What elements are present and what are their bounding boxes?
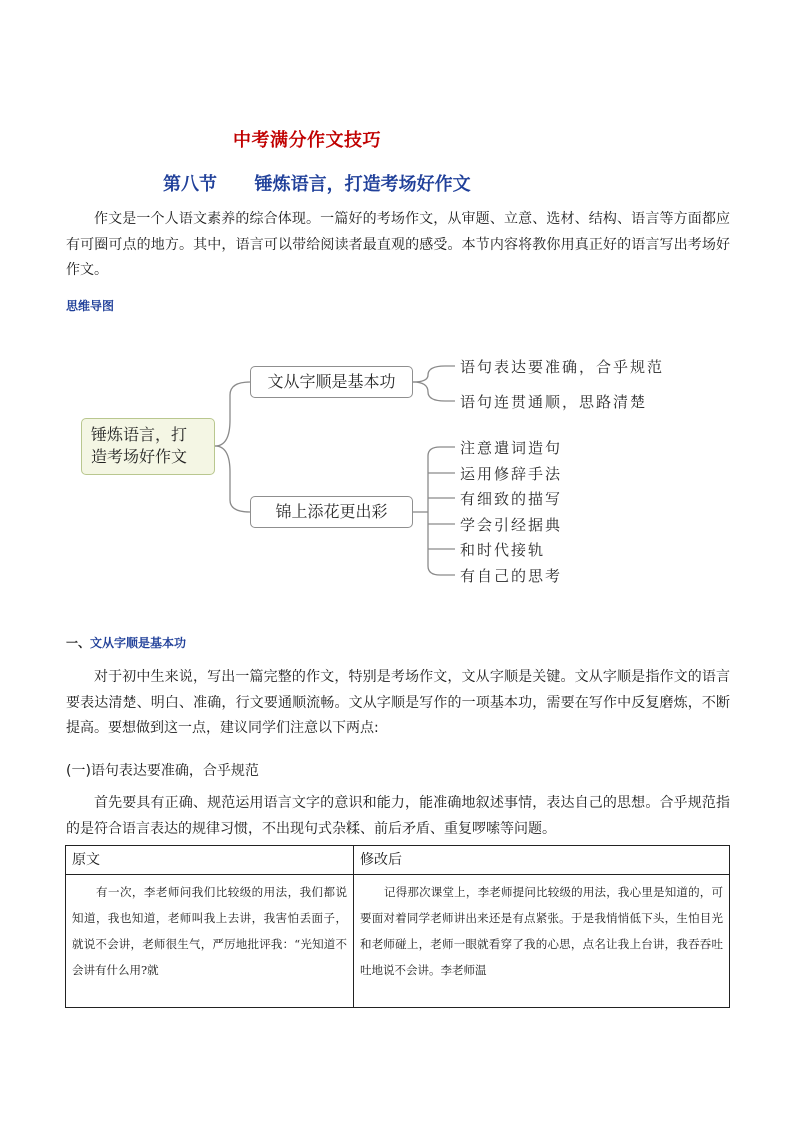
connector-root-top bbox=[215, 382, 250, 446]
mindmap-branch-basic: 文从字顺是基本功 bbox=[250, 366, 413, 398]
mindmap-root-node bbox=[81, 418, 215, 475]
mindmap-leaf: 和时代接轨 bbox=[460, 541, 546, 559]
root-line-2: 造考场好作文 bbox=[91, 447, 188, 466]
table-row bbox=[66, 875, 730, 1008]
mindmap-label: 思维导图 bbox=[66, 299, 115, 313]
section-number: 第八节 bbox=[163, 174, 217, 195]
mindmap-leaf: 语句表达要准确，合乎规范 bbox=[460, 358, 665, 376]
mindmap-leaf: 注意遣词造句 bbox=[460, 439, 563, 457]
table-header-row bbox=[66, 846, 730, 875]
connector-root-bottom bbox=[215, 446, 250, 512]
mindmap-leaf: 学会引经据典 bbox=[460, 516, 563, 534]
section-1-paragraph: 对于初中生来说，写出一篇完整的作文，特别是考场作文，文从字顺是关键。文从字顺是指作文的语言要表达清楚、明白、准确，行文要通顺流畅。文从字顺是写作的一项基本功，需要在写作中反复磨炼，不断提高。要想做到这一点，建议同学们注意以下两点: bbox=[66, 669, 730, 736]
revised-text-cell: 记得那次课堂上，李老师提问比较级的用法，我心里是知道的，可要面对着同学老师讲出来还是有点紧张。于是我悄悄低下头，生怕目光和老师碰上，老师一眼就看穿了我的心思，点名让我上台讲，我吞吞吐吐地说不会讲。李老师温 bbox=[354, 875, 730, 1008]
intro-paragraph: 作文是一个人语文素养的综合体现。一篇好的考场作文，从审题、立意、选材、结构、语言等方面都应有可圈可点的地方。其中，语言可以带给阅读者最直观的感受。本节内容将教你用真正好的语言写出考场好作文。 bbox=[66, 211, 730, 278]
section-1-heading bbox=[66, 634, 186, 651]
section-1-title: 文从字顺是基本功 bbox=[90, 636, 187, 650]
mindmap-leaf: 有自己的思考 bbox=[460, 567, 563, 585]
mindmap-leaf: 有细致的描写 bbox=[460, 490, 563, 508]
mindmap-branch-flourish: 锦上添花更出彩 bbox=[250, 496, 413, 528]
table-header-original: 原文 bbox=[66, 846, 354, 875]
mindmap-leaf: 语句连贯通顺，思路清楚 bbox=[460, 393, 648, 411]
original-text-cell: 有一次，李老师问我们比较级的用法，我们都说知道，我也知道，老师叫我上去讲，我害怕丢面子，就说不会讲，老师很生气，严厉地批评我：“光知道不会讲有什么用?就 bbox=[66, 875, 354, 1008]
document-title: 中考满分作文技巧 bbox=[233, 130, 381, 151]
connector-b2-leaf6 bbox=[428, 566, 455, 575]
connector-b1-leaf1 bbox=[413, 366, 455, 382]
connector-b2-leaf1 bbox=[428, 447, 455, 456]
section-1-number: 一、 bbox=[66, 636, 91, 650]
mindmap-leaf: 运用修辞手法 bbox=[460, 465, 563, 483]
subsection-paragraph: 首先要具有正确、规范运用语言文字的意识和能力，能准确地叙述事情，表达自己的思想。合乎规范指的是符合语言表达的规律习惯，不出现句式杂糅、前后矛盾、重复啰嗦等问题。 bbox=[66, 795, 730, 837]
subsection-heading: (一)语句表达要准确，合乎规范 bbox=[66, 763, 259, 779]
table-header-revised: 修改后 bbox=[354, 846, 730, 875]
section-title: 锤炼语言，打造考场好作文 bbox=[254, 174, 471, 195]
comparison-table bbox=[65, 845, 730, 1008]
connector-b1-leaf2 bbox=[413, 382, 455, 401]
root-line-1: 锤炼语言，打 bbox=[91, 425, 188, 444]
